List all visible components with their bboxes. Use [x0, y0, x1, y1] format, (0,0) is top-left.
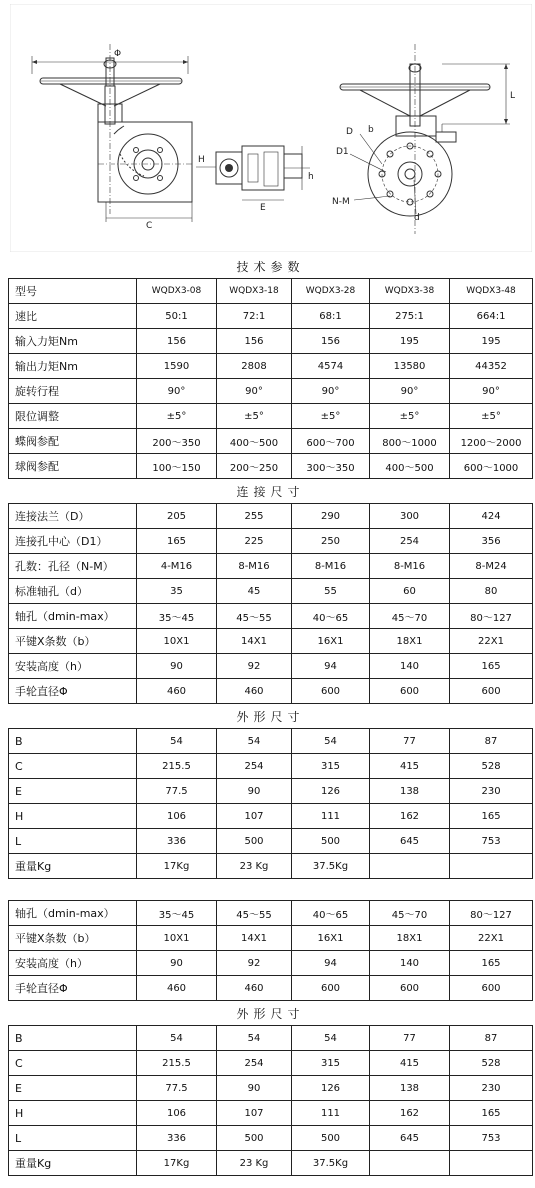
table-row [9, 404, 533, 429]
table-row [9, 329, 533, 354]
table-cell: 500 [292, 1126, 370, 1151]
row-label: 轴孔（dmin-max） [9, 604, 137, 629]
table-cell: 8-M16 [292, 554, 370, 579]
table-cell: 600～700 [292, 429, 370, 454]
table-cell: 528 [450, 1051, 533, 1076]
table-cell: ±5° [217, 404, 292, 429]
row-label: 重量Kg [9, 854, 137, 879]
table-row [9, 976, 533, 1001]
table-row [9, 629, 533, 654]
table-cell: 54 [137, 729, 217, 754]
table-cell: 600 [370, 679, 450, 704]
table-cell: 90° [292, 379, 370, 404]
table-cell: 45～70 [370, 604, 450, 629]
table-cell: 54 [292, 729, 370, 754]
table-cell: 645 [370, 1126, 450, 1151]
table-cell: 35～45 [137, 604, 217, 629]
table-row [9, 604, 533, 629]
table-cell: 500 [217, 1126, 292, 1151]
table-cell: 753 [450, 829, 533, 854]
table-cell: 10X1 [137, 926, 217, 951]
table-cell: 500 [217, 829, 292, 854]
table-cell: 215.5 [137, 754, 217, 779]
table-cell: 68:1 [292, 304, 370, 329]
table-cell: 165 [137, 529, 217, 554]
section-title: 技术参数 [9, 254, 533, 279]
row-label: 连接法兰（D） [9, 504, 137, 529]
row-label: 输入力矩Nm [9, 329, 137, 354]
table-row [9, 901, 533, 926]
table-cell: WQDX3-38 [370, 279, 450, 304]
table-cell: 23 Kg [217, 854, 292, 879]
table-cell: 77.5 [137, 779, 217, 804]
row-label: C [9, 1051, 137, 1076]
table-cell: 55 [292, 579, 370, 604]
table-cell: 600 [370, 976, 450, 1001]
table-cell [370, 1151, 450, 1176]
table-cell: 315 [292, 1051, 370, 1076]
table-cell: 22X1 [450, 629, 533, 654]
table-cell: 80～127 [450, 604, 533, 629]
table-row [9, 379, 533, 404]
table-cell: 77 [370, 729, 450, 754]
table-row [9, 829, 533, 854]
row-label: 平键X条数（b） [9, 629, 137, 654]
table-row [9, 1076, 533, 1101]
table-cell: 77.5 [137, 1076, 217, 1101]
table-cell: 460 [137, 679, 217, 704]
table-cell: 18X1 [370, 629, 450, 654]
table-cell: 1200～2000 [450, 429, 533, 454]
table-cell: 645 [370, 829, 450, 854]
table-cell: 16X1 [292, 926, 370, 951]
table-cell: 8-M24 [450, 554, 533, 579]
table-row [9, 1101, 533, 1126]
table-cell: 138 [370, 1076, 450, 1101]
row-label: 速比 [9, 304, 137, 329]
table-cell: 254 [217, 1051, 292, 1076]
table-row [9, 304, 533, 329]
table-cell: 111 [292, 804, 370, 829]
table-cell: 200～250 [217, 454, 292, 479]
table-cell: 90° [217, 379, 292, 404]
table-cell: 162 [370, 1101, 450, 1126]
table-cell: 45～55 [217, 604, 292, 629]
table-cell: 140 [370, 654, 450, 679]
table-cell: 90 [217, 1076, 292, 1101]
table-cell: 60 [370, 579, 450, 604]
table-cell: 315 [292, 754, 370, 779]
table-cell: 45 [217, 579, 292, 604]
row-label: H [9, 804, 137, 829]
table-row [9, 854, 533, 879]
table-cell: 140 [370, 951, 450, 976]
table-cell: 275:1 [370, 304, 450, 329]
section-header-row [9, 254, 533, 279]
dim-c-label: C [146, 221, 153, 231]
table-cell: 45～70 [370, 901, 450, 926]
table-row [9, 754, 533, 779]
table-cell: 14X1 [217, 926, 292, 951]
table-cell: 106 [137, 804, 217, 829]
row-label: 输出力矩Nm [9, 354, 137, 379]
dim-b-label: b [368, 125, 374, 135]
dim-nm-label: N-M [332, 197, 350, 207]
table-cell: 460 [217, 976, 292, 1001]
table-cell: 600～1000 [450, 454, 533, 479]
dim-h-label: h [308, 172, 314, 182]
side-view-drawing [196, 146, 314, 213]
table-cell: 87 [450, 1026, 533, 1051]
table-cell: ±5° [137, 404, 217, 429]
row-label: 球阀参配 [9, 454, 137, 479]
table-cell: 255 [217, 504, 292, 529]
table-cell: 165 [450, 654, 533, 679]
table-cell: 54 [217, 729, 292, 754]
table-cell: 54 [137, 1026, 217, 1051]
table-cell: 460 [217, 679, 292, 704]
table-cell: 290 [292, 504, 370, 529]
section-header-row [9, 704, 533, 729]
table-cell: 230 [450, 1076, 533, 1101]
table-cell: 600 [450, 679, 533, 704]
table-cell: 600 [450, 976, 533, 1001]
table-cell: 13580 [370, 354, 450, 379]
table-cell: 90° [450, 379, 533, 404]
table-cell: 165 [450, 951, 533, 976]
table-cell: 22X1 [450, 926, 533, 951]
row-label: E [9, 1076, 137, 1101]
table-cell: 165 [450, 1101, 533, 1126]
table-cell: 200～350 [137, 429, 217, 454]
table-cell: 50:1 [137, 304, 217, 329]
table-row [9, 654, 533, 679]
table-cell: 1590 [137, 354, 217, 379]
table-cell: 92 [217, 951, 292, 976]
row-label: B [9, 729, 137, 754]
table-cell: 40～65 [292, 901, 370, 926]
table-cell: 100～150 [137, 454, 217, 479]
table-cell: 44352 [450, 354, 533, 379]
table-cell: 17Kg [137, 854, 217, 879]
table-cell: 94 [292, 951, 370, 976]
table-row [9, 354, 533, 379]
table-cell: 90° [370, 379, 450, 404]
table-cell: 106 [137, 1101, 217, 1126]
table-cell: 205 [137, 504, 217, 529]
table-cell: WQDX3-48 [450, 279, 533, 304]
table-cell: 77 [370, 1026, 450, 1051]
table-cell: 800～1000 [370, 429, 450, 454]
row-label: 安装高度（h） [9, 654, 137, 679]
table-row [9, 1051, 533, 1076]
table-cell: 356 [450, 529, 533, 554]
table-cell: 4574 [292, 354, 370, 379]
table-cell: 45～55 [217, 901, 292, 926]
table-cell: 126 [292, 779, 370, 804]
table-cell: 215.5 [137, 1051, 217, 1076]
table-cell: 254 [370, 529, 450, 554]
spec-table [8, 254, 533, 879]
table-row [9, 529, 533, 554]
table-cell: 107 [217, 1101, 292, 1126]
table-cell: 2808 [217, 354, 292, 379]
table-row [9, 779, 533, 804]
table-cell: 195 [450, 329, 533, 354]
table-cell: 8-M16 [217, 554, 292, 579]
table-cell: 415 [370, 754, 450, 779]
table-cell: 336 [137, 1126, 217, 1151]
section-title: 连接尺寸 [9, 479, 533, 504]
section-header-row [9, 479, 533, 504]
table-cell: 17Kg [137, 1151, 217, 1176]
row-label: B [9, 1026, 137, 1051]
table-cell: 90 [137, 654, 217, 679]
table-cell: 300 [370, 504, 450, 529]
row-label: 手轮直径Φ [9, 679, 137, 704]
table-cell: 35～45 [137, 901, 217, 926]
table-cell: 254 [217, 754, 292, 779]
table-cell [370, 854, 450, 879]
row-label: 蝶阀参配 [9, 429, 137, 454]
table-cell [450, 854, 533, 879]
dim-d-label-top: D [346, 127, 353, 137]
table-cell: 87 [450, 729, 533, 754]
table-cell: ±5° [292, 404, 370, 429]
table-cell: 250 [292, 529, 370, 554]
table-row [9, 429, 533, 454]
table-cell: 54 [292, 1026, 370, 1051]
dim-d1-label: D1 [336, 147, 349, 157]
row-label: 重量Kg [9, 1151, 137, 1176]
table-cell: 138 [370, 779, 450, 804]
dim-phi-label: Φ [114, 49, 122, 59]
row-label: 旋转行程 [9, 379, 137, 404]
table-cell: 37.5Kg [292, 1151, 370, 1176]
table-row [9, 804, 533, 829]
dim-e-label: E [260, 203, 266, 213]
table-cell: 336 [137, 829, 217, 854]
table-cell: 528 [450, 754, 533, 779]
section-title: 外形尺寸 [9, 704, 533, 729]
gearbox-technical-drawing [10, 4, 532, 252]
section-header-row [9, 1001, 533, 1026]
row-label: E [9, 779, 137, 804]
table-row [9, 951, 533, 976]
row-label: H [9, 1101, 137, 1126]
table-row [9, 504, 533, 529]
table-cell: 107 [217, 804, 292, 829]
table-cell: 94 [292, 654, 370, 679]
table-row [9, 729, 533, 754]
table-cell: 80～127 [450, 901, 533, 926]
table-cell: ±5° [370, 404, 450, 429]
table-cell: 10X1 [137, 629, 217, 654]
table-cell: 111 [292, 1101, 370, 1126]
table-cell: 664:1 [450, 304, 533, 329]
table-cell: 165 [450, 804, 533, 829]
table-cell: 400～500 [370, 454, 450, 479]
table-row [9, 1026, 533, 1051]
table-row [9, 1151, 533, 1176]
table-row [9, 679, 533, 704]
table-cell: 14X1 [217, 629, 292, 654]
table-cell: 300～350 [292, 454, 370, 479]
table-cell: 72:1 [217, 304, 292, 329]
top-view-drawing [332, 44, 515, 234]
table-cell: 460 [137, 976, 217, 1001]
table-cell: 195 [370, 329, 450, 354]
table-cell: 230 [450, 779, 533, 804]
table-cell: 40～65 [292, 604, 370, 629]
table-cell: 500 [292, 829, 370, 854]
table-cell: 126 [292, 1076, 370, 1101]
table-cell: 54 [217, 1026, 292, 1051]
table-cell: 18X1 [370, 926, 450, 951]
table-cell: 37.5Kg [292, 854, 370, 879]
table-cell: 90 [217, 779, 292, 804]
dim-h-label-left: H [198, 155, 205, 165]
table-cell: 90° [137, 379, 217, 404]
table-row [9, 1126, 533, 1151]
table-cell: 225 [217, 529, 292, 554]
table-row [9, 279, 533, 304]
row-label: 限位调整 [9, 404, 137, 429]
table-cell: 600 [292, 976, 370, 1001]
table-cell: ±5° [450, 404, 533, 429]
section-title: 外形尺寸 [9, 1001, 533, 1026]
front-view-drawing [32, 44, 192, 231]
table-cell: 4-M16 [137, 554, 217, 579]
table-cell: WQDX3-28 [292, 279, 370, 304]
table-cell: 415 [370, 1051, 450, 1076]
table-cell: 23 Kg [217, 1151, 292, 1176]
row-label: 孔数：孔径（N-M） [9, 554, 137, 579]
table-row [9, 579, 533, 604]
spec-table-repeat [8, 900, 533, 1176]
row-label: 安装高度（h） [9, 951, 137, 976]
row-label: 轴孔（dmin-max） [9, 901, 137, 926]
table-cell: 16X1 [292, 629, 370, 654]
table-cell: 80 [450, 579, 533, 604]
row-label: L [9, 1126, 137, 1151]
table-cell: 90 [137, 951, 217, 976]
table-cell: 400～500 [217, 429, 292, 454]
row-label: 型号 [9, 279, 137, 304]
dim-d-label: d [414, 213, 420, 223]
table-cell: 156 [292, 329, 370, 354]
table-row [9, 454, 533, 479]
row-label: L [9, 829, 137, 854]
table-cell: 92 [217, 654, 292, 679]
row-label: 连接孔中心（D1） [9, 529, 137, 554]
dim-l-label: L [510, 91, 516, 101]
table-cell: WQDX3-18 [217, 279, 292, 304]
table-cell: 162 [370, 804, 450, 829]
table-row [9, 926, 533, 951]
table-cell [450, 1151, 533, 1176]
table-cell: 424 [450, 504, 533, 529]
row-label: 平键X条数（b） [9, 926, 137, 951]
row-label: 手轮直径Φ [9, 976, 137, 1001]
row-label: C [9, 754, 137, 779]
row-label: 标准轴孔（d） [9, 579, 137, 604]
table-cell: WQDX3-08 [137, 279, 217, 304]
table-cell: 600 [292, 679, 370, 704]
table-cell: 753 [450, 1126, 533, 1151]
table-cell: 8-M16 [370, 554, 450, 579]
table-row [9, 554, 533, 579]
table-cell: 156 [137, 329, 217, 354]
table-cell: 35 [137, 579, 217, 604]
table-cell: 156 [217, 329, 292, 354]
